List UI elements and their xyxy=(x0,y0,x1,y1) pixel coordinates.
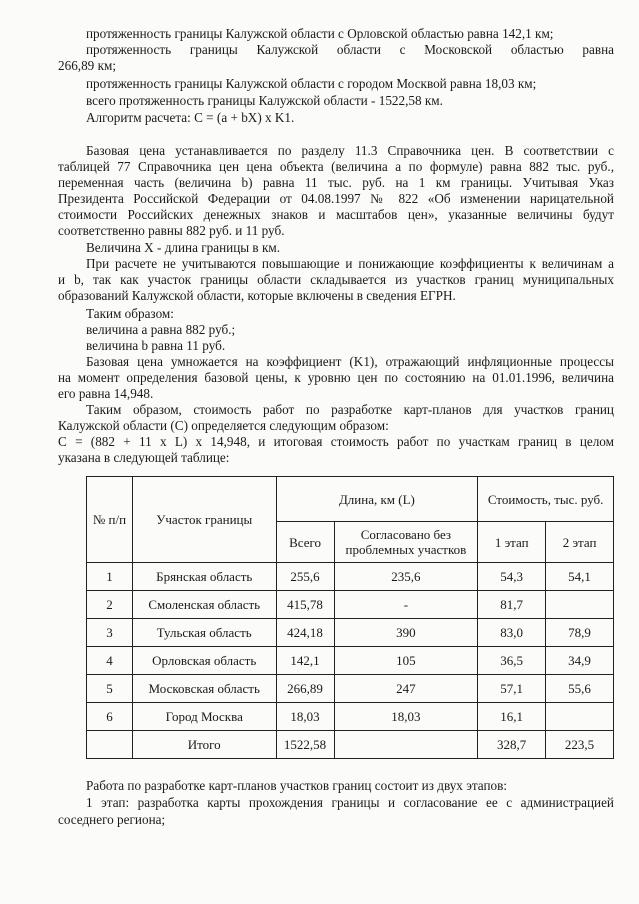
paragraph-line: переменная часть (величина b) равна 11 тыс. руб. на 1 км границы. Учитывая Указ xyxy=(58,175,614,190)
total-label: Итого xyxy=(132,731,276,759)
paragraph-line: Калужской области (С) определяется следующим образом: xyxy=(58,418,389,433)
paragraph-line: величина a равна 882 руб.; xyxy=(86,322,236,337)
row-agreed: 235,6 xyxy=(334,563,478,591)
row-num: 3 xyxy=(87,619,133,647)
row-num: 1 xyxy=(87,563,133,591)
table-row xyxy=(87,703,614,731)
row-stage1: 57,1 xyxy=(478,675,546,703)
paragraph-line: Работа по разработке карт-планов участков границ состоит из двух этапов: xyxy=(86,778,508,793)
paragraph-line: 1 этап: разработка карты прохождения границы и согласование ее с администрацией xyxy=(86,795,614,810)
row-name: Тульская область xyxy=(132,619,276,647)
paragraph-line: Базовая цена умножается на коэффициент (K1), отражающий инфляционные процессы xyxy=(86,354,614,369)
text-line: протяженность границы Калужской области с Орловской областью равна 142,1 км; xyxy=(86,26,554,41)
row-total: 266,89 xyxy=(276,675,334,703)
row-name: Орловская область xyxy=(132,647,276,675)
row-stage1: 81,7 xyxy=(478,591,546,619)
paragraph-line: соответственно равны 882 руб. и 11 руб. xyxy=(58,223,285,238)
paragraph-line: образований Калужской области, которые включены в сведения ЕГРН. xyxy=(58,288,456,303)
row-total: 255,6 xyxy=(276,563,334,591)
row-num: 4 xyxy=(87,647,133,675)
paragraph-line: указана в следующей таблице: xyxy=(58,450,230,465)
row-stage2 xyxy=(546,591,614,619)
row-total: 18,03 xyxy=(276,703,334,731)
text-line: 266,89 км; xyxy=(58,58,116,73)
text-line: всего протяженность границы Калужской области - 1522,58 км. xyxy=(86,93,443,108)
total-stage2: 223,5 xyxy=(546,731,614,759)
paragraph-line: соседнего региона; xyxy=(58,812,166,827)
header-stage2: 2 этап xyxy=(546,522,614,563)
paragraph-line: При расчете не учитываются повышающие и понижающие коэффициенты к величинам a xyxy=(86,256,614,271)
row-stage2: 34,9 xyxy=(546,647,614,675)
header-agreed: Согласовано без проблемных участков xyxy=(334,522,478,563)
table-row xyxy=(87,563,614,591)
table-row xyxy=(87,647,614,675)
table-row xyxy=(87,591,614,619)
row-agreed: 18,03 xyxy=(334,703,478,731)
row-stage2: 55,6 xyxy=(546,675,614,703)
row-num: 2 xyxy=(87,591,133,619)
table-row xyxy=(87,675,614,703)
paragraph-line: Базовая цена устанавливается по разделу 11.3 Справочника цен. В соответствии с xyxy=(86,143,614,158)
row-total: 415,78 xyxy=(276,591,334,619)
row-name: Брянская область xyxy=(132,563,276,591)
paragraph-line: Таким образом: xyxy=(86,306,174,321)
total-agreed xyxy=(334,731,478,759)
row-stage2: 78,9 xyxy=(546,619,614,647)
text-line: Алгоритм расчета: С = (a + bX) x K1. xyxy=(86,110,295,125)
row-total: 424,18 xyxy=(276,619,334,647)
row-stage1: 16,1 xyxy=(478,703,546,731)
row-name: Московская область xyxy=(132,675,276,703)
total-num xyxy=(87,731,133,759)
row-agreed: 390 xyxy=(334,619,478,647)
row-stage1: 36,5 xyxy=(478,647,546,675)
header-total: Всего xyxy=(276,522,334,563)
row-name: Смоленская область xyxy=(132,591,276,619)
row-stage1: 54,3 xyxy=(478,563,546,591)
row-name: Город Москва xyxy=(132,703,276,731)
header-stage1: 1 этап xyxy=(478,522,546,563)
table-total-row xyxy=(87,731,614,759)
total-length: 1522,58 xyxy=(276,731,334,759)
paragraph-line: стоимости Российских денежных знаков и масштабов цен», указанные величины будут xyxy=(58,207,614,222)
cost-table xyxy=(86,476,614,759)
paragraph-line: величина b равна 11 руб. xyxy=(86,338,226,353)
formula-line: С = (882 + 11 x L) x 14,948, и итоговая стоимость работ по участкам границ в целом xyxy=(58,434,614,449)
paragraph-line: и b, так как участок границы области складывается из участков границ муниципальных xyxy=(58,272,614,287)
header-num: № п/п xyxy=(87,477,133,563)
text-line: протяженность границы Калужской области с Московской областью равна xyxy=(86,42,614,57)
row-agreed: 105 xyxy=(334,647,478,675)
header-length: Длина, км (L) xyxy=(276,477,478,522)
total-stage1: 328,7 xyxy=(478,731,546,759)
text-line: протяженность границы Калужской области с городом Москвой равна 18,03 км; xyxy=(86,76,537,91)
row-stage1: 83,0 xyxy=(478,619,546,647)
row-stage2: 54,1 xyxy=(546,563,614,591)
paragraph-line: таблицей 77 Справочника цен цена объекта (величина a по формуле) равна 882 тыс. руб., xyxy=(58,159,614,174)
row-num: 6 xyxy=(87,703,133,731)
paragraph-line: его равна 14,948. xyxy=(58,386,154,401)
paragraph-line: Таким образом, стоимость работ по разработке карт-планов для участков границ xyxy=(86,402,614,417)
table-row xyxy=(87,619,614,647)
row-agreed: - xyxy=(334,591,478,619)
row-total: 142,1 xyxy=(276,647,334,675)
header-cost: Стоимость, тыс. руб. xyxy=(478,477,614,522)
row-stage2 xyxy=(546,703,614,731)
paragraph-line: на момент определения базовой цены, к уровню цен по состоянию на 01.01.1996, величина xyxy=(58,370,614,385)
header-section: Участок границы xyxy=(132,477,276,563)
row-agreed: 247 xyxy=(334,675,478,703)
row-num: 5 xyxy=(87,675,133,703)
paragraph-line: Президента Российской Федерации от 04.08.1997 № 822 «Об изменении нарицательной xyxy=(58,191,614,206)
paragraph-line: Величина X - длина границы в км. xyxy=(86,240,281,255)
